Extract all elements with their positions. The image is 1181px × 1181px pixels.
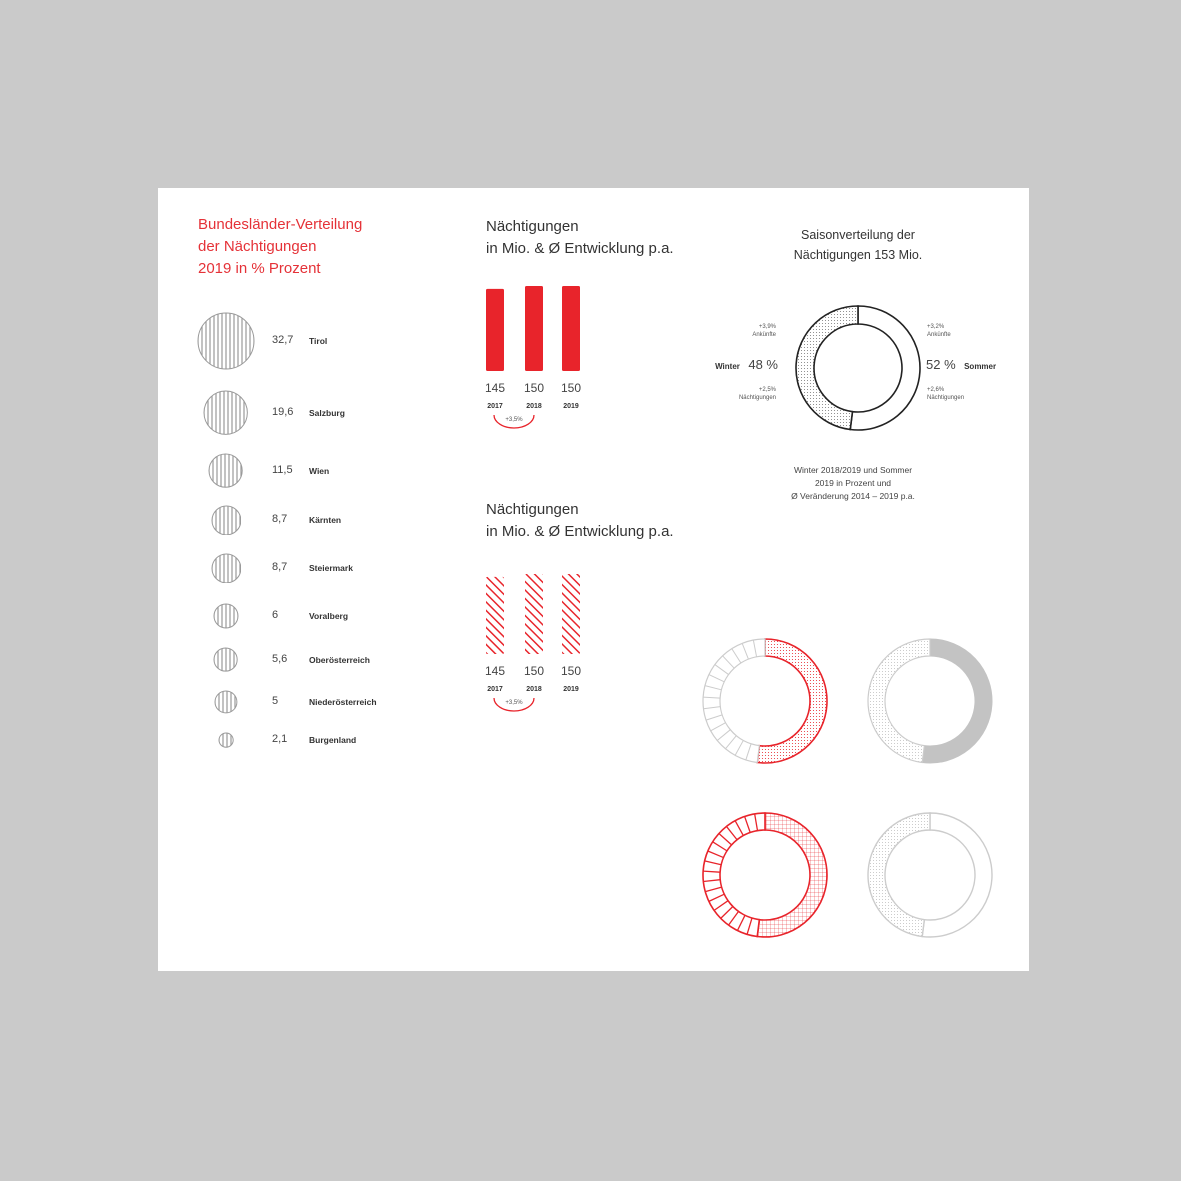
bubble-value: 8,7	[272, 513, 288, 525]
donut-slice-sommer	[757, 639, 827, 763]
bubble-label: Voralberg	[309, 611, 349, 621]
bubble-tirol	[197, 312, 255, 370]
bubble-kärnten	[211, 505, 242, 536]
bubble-voralberg	[213, 603, 239, 629]
bar-value: 145	[484, 664, 506, 678]
bubble-value: 19,6	[272, 406, 294, 418]
donut-slice-sommer	[850, 306, 920, 430]
bubble-value: 6	[272, 609, 279, 621]
summer-name: Sommer	[964, 362, 997, 371]
bar-value: 150	[560, 664, 582, 678]
donut-slice-winter	[703, 639, 765, 763]
bar-chart-title: Nächtigungen in Mio. & Ø Entwicklung p.a.	[486, 218, 674, 257]
bar-2019	[562, 286, 580, 371]
bar-year: 2017	[487, 403, 503, 410]
bubble-wien	[208, 453, 243, 488]
bubble-value: 5,6	[272, 653, 288, 665]
infographic-sheet	[158, 188, 1029, 971]
bubble-value: 32,7	[272, 334, 294, 346]
bar-year: 2019	[563, 686, 579, 693]
bar-value: 150	[560, 381, 582, 395]
growth-label: +3,5%	[505, 417, 523, 423]
donut-slice-sommer	[757, 813, 827, 937]
winter-percent: 48 %	[748, 357, 778, 372]
growth-label: +3,5%	[505, 700, 523, 706]
winter-label	[706, 356, 778, 374]
bubble-steiermark	[211, 553, 242, 584]
summer-label	[926, 356, 996, 374]
bubble-oberösterreich	[213, 647, 238, 672]
bubble-label: Salzburg	[309, 408, 345, 418]
bar-year: 2019	[563, 403, 579, 410]
donut-slice-winter	[868, 639, 930, 763]
bubble-value: 5	[272, 695, 279, 707]
winter-name: Winter	[715, 362, 740, 371]
bubble-chart-title: Bundesländer-Verteilung der Nächtigungen 2019 in % Prozent	[198, 216, 363, 277]
bubble-label: Oberösterreich	[309, 655, 370, 665]
donut-chart-title: Saisonverteilung der Nächtigungen 153 Mio.	[793, 228, 923, 262]
donut-variant-grey-light	[863, 808, 997, 942]
donut-slice-winter	[868, 813, 930, 937]
bar-chart-solid	[478, 278, 598, 448]
bar-2019	[562, 574, 580, 654]
bubble-niederösterreich	[214, 690, 238, 714]
bubble-value: 8,7	[272, 561, 288, 573]
bar-2017	[486, 577, 504, 654]
bar-2018	[525, 286, 543, 371]
bar-chart-hatched	[478, 561, 598, 731]
bubble-salzburg	[203, 390, 248, 435]
donut-caption: Winter 2018/2019 und Sommer 2019 in Prozent und Ø Veränderung 2014 – 2019 p.a.	[791, 465, 915, 501]
donut-chart-main	[788, 298, 928, 438]
bubble-label: Burgenland	[309, 735, 357, 745]
donut-variant-red-segmented	[698, 634, 832, 768]
donut-slice-sommer	[922, 813, 992, 937]
bar-value: 150	[523, 664, 545, 678]
bubble-label: Kärnten	[309, 515, 342, 525]
donut-variant-red-filled-segmented	[698, 808, 832, 942]
bar-2017	[486, 289, 504, 371]
winter-arrivals-note: +3,9% Ankünfte	[752, 324, 776, 338]
bubble-label: Niederösterreich	[309, 697, 377, 707]
bubble-value: 11,5	[272, 464, 293, 476]
bubble-label: Wien	[309, 466, 330, 476]
bubble-label: Tirol	[309, 336, 328, 346]
bar-chart-hatched-title: Nächtigungen in Mio. & Ø Entwicklung p.a.	[486, 501, 674, 540]
bar-value: 150	[523, 381, 545, 395]
bubble-value: 2,1	[272, 733, 288, 745]
bubble-burgenland	[218, 732, 234, 748]
bar-year: 2018	[526, 686, 542, 693]
donut-slice-sommer	[922, 639, 992, 763]
bar-year: 2018	[526, 403, 542, 410]
bubble-label: Steiermark	[309, 563, 353, 573]
bar-value: 145	[484, 381, 506, 395]
summer-percent: 52 %	[926, 357, 956, 372]
winter-nights-note: +2,5% Nächtigungen	[738, 387, 776, 401]
summer-arrivals-note: +3,2% Ankünfte	[927, 324, 951, 338]
donut-variant-grey-solid	[863, 634, 997, 768]
donut-slice-winter	[796, 306, 858, 430]
bar-year: 2017	[487, 686, 503, 693]
summer-nights-note: +2,6% Nächtigungen	[927, 387, 965, 401]
bar-2018	[525, 574, 543, 654]
